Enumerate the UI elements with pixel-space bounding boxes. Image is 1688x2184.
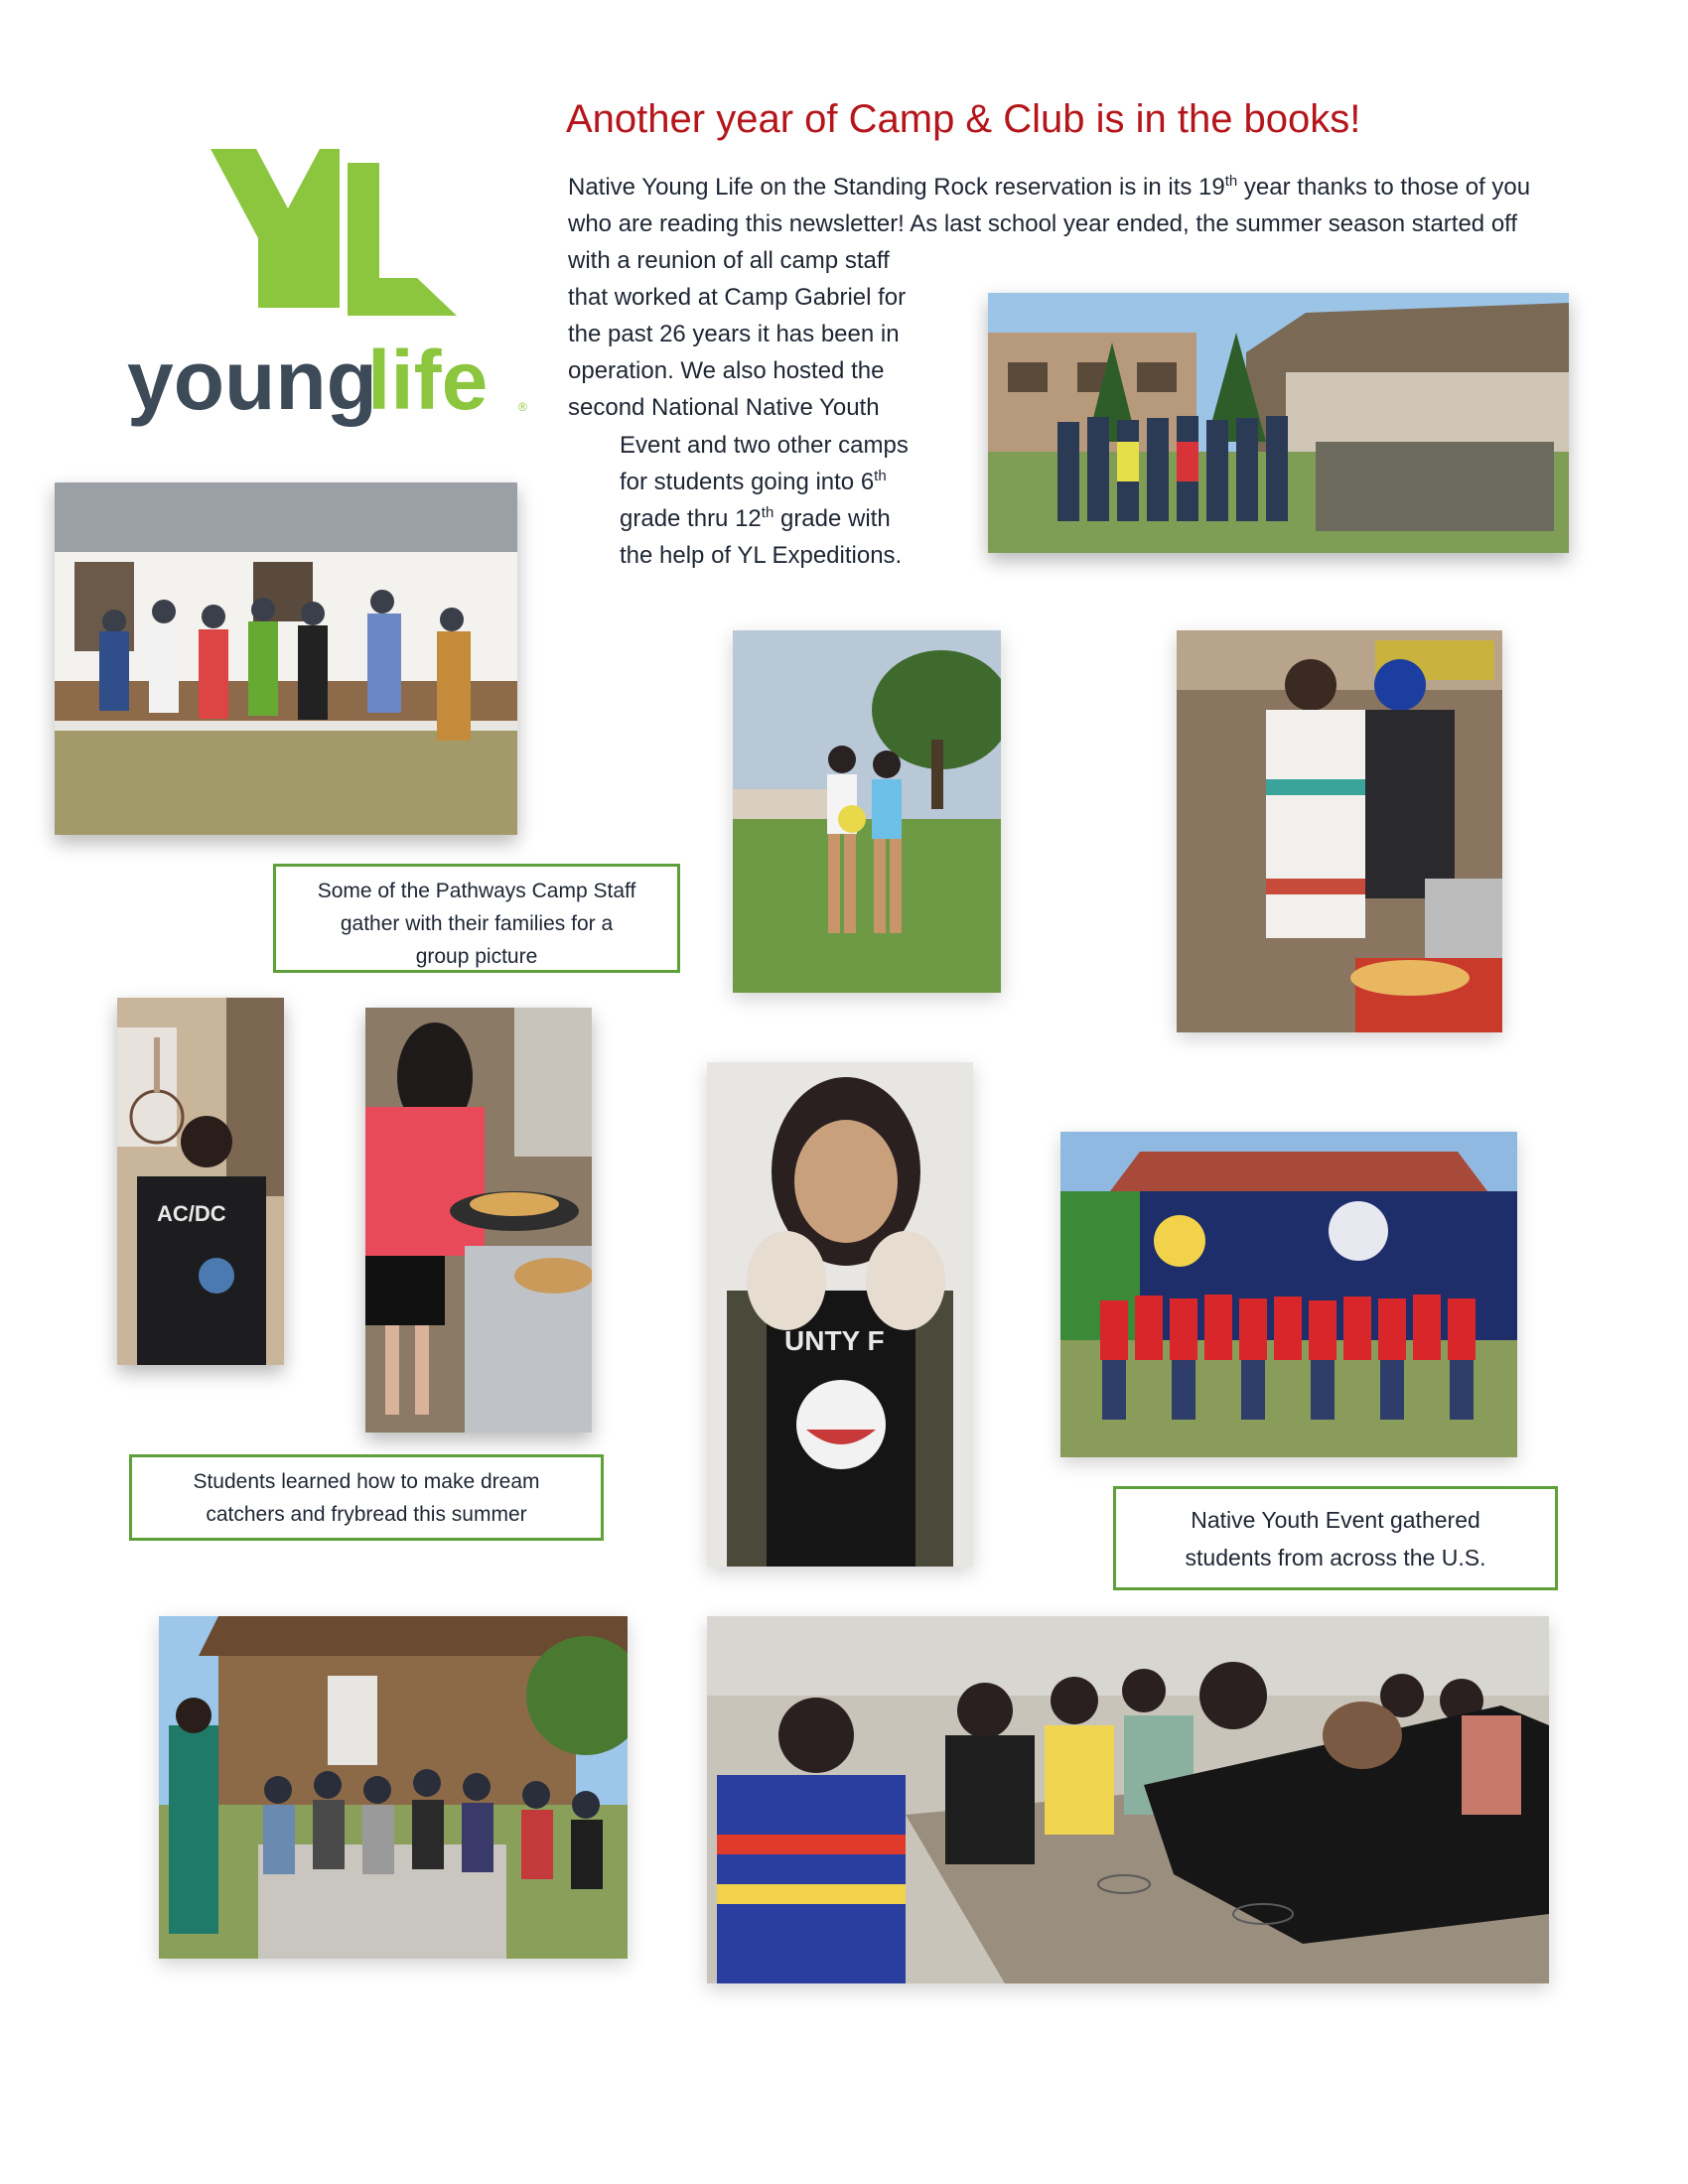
intro-paragraph-indented	[620, 427, 977, 574]
indented-line: for students going into 6th	[620, 468, 887, 495]
photo-camp-gabriel-group	[988, 293, 1569, 553]
photo-frybread-girl	[365, 1008, 592, 1433]
photo-native-youth-mural	[1060, 1132, 1517, 1457]
article-headline: Another year of Camp & Club is in the books!	[566, 97, 1361, 141]
column-line: the past 26 years it has been in	[568, 321, 900, 347]
intro-paragraph-column	[568, 242, 965, 426]
photo-volleyball-girls	[733, 630, 1001, 993]
photo-dough-hands-girl	[707, 1062, 973, 1567]
logo-wordmark-life: life	[367, 334, 489, 427]
column-line: operation. We also hosted the	[568, 357, 885, 384]
indented-line: Event and two other camps	[620, 432, 909, 459]
indented-line: the help of YL Expeditions.	[620, 542, 903, 569]
intro-line-1: Native Young Life on the Standing Rock reservation is in its 19th year thanks to those of you	[568, 173, 1531, 201]
svg-text:AC/DC: AC/DC	[157, 1201, 226, 1226]
caption-pathways: Some of the Pathways Camp Staff gather with their families for a group picture	[273, 864, 680, 973]
indented-line: grade thru 12th grade with	[620, 504, 891, 532]
photo-pathways-staff	[55, 482, 517, 835]
intro-line-2: who are reading this newsletter! As last school year ended, the summer season started off	[568, 210, 1518, 237]
logo-registered-mark: ®	[518, 400, 527, 414]
photo-craft-table	[707, 1616, 1549, 1983]
svg-text:UNTY F: UNTY F	[784, 1325, 885, 1356]
caption-dreamcatchers: Students learned how to make dream catchers and frybread this summer	[129, 1454, 604, 1541]
caption-native-youth: Native Youth Event gathered students from across the U.S.	[1113, 1486, 1558, 1590]
column-line: with a reunion of all camp staff	[568, 247, 890, 274]
column-line: second National Native Youth	[568, 394, 880, 421]
photo-kitchen-girls	[1177, 630, 1502, 1032]
photo-porch-students	[159, 1616, 628, 1959]
young-life-logo	[119, 139, 536, 437]
logo-wordmark-young: young	[127, 334, 377, 427]
photo-dreamcatcher-girl	[117, 998, 284, 1365]
yl-logo-icon	[119, 139, 536, 437]
intro-paragraph-full	[568, 169, 1601, 242]
column-line: that worked at Camp Gabriel for	[568, 284, 907, 311]
